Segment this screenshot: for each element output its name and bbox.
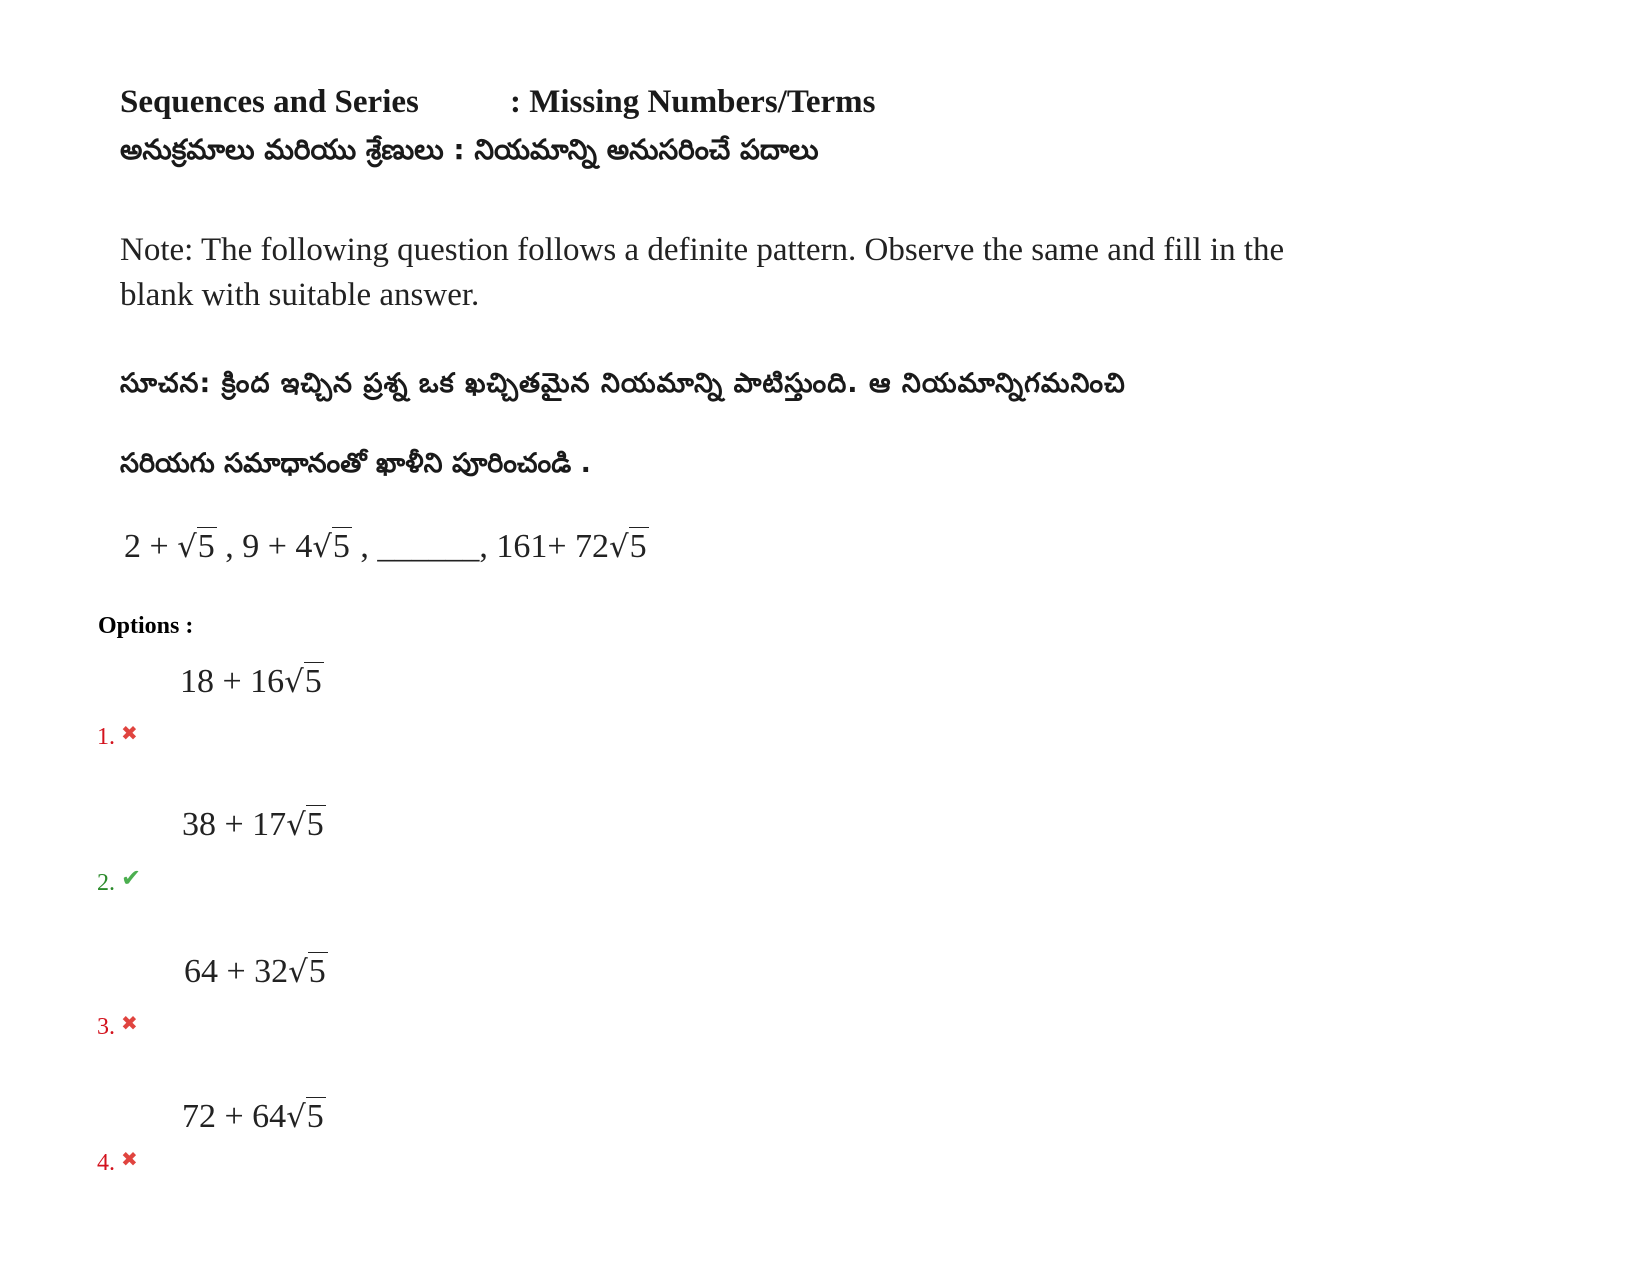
subtopic-en: : Missing Numbers/Terms [510,84,876,120]
option-3-expression: 64 + 32√5 [184,953,326,990]
radical-icon: √ [284,665,304,700]
option-2[interactable]: 2. ✔ [97,866,142,896]
term-1-coefficient: 2 + [124,528,178,565]
radical-icon: √ [609,530,629,565]
sqrt-term-2: √5 [312,528,350,565]
sqrt-term-4: √5 [609,528,647,565]
radical-icon: √ [312,530,332,565]
question-sequence: 2 + √5 , 9 + 4√5 , ______, 161+ 72√5 [124,528,647,565]
sqrt-term-1: √5 [177,528,215,565]
cross-mark-icon: ✖ [121,723,138,745]
term-2-coefficient: 9 + 4 [242,528,313,565]
option-4-expression: 72 + 64√5 [182,1098,324,1135]
option-2-expression: 38 + 17√5 [182,806,324,843]
cross-mark-icon: ✖ [121,1149,138,1171]
radical-icon: √ [286,808,306,843]
radical-icon: √ [288,955,308,990]
option-1-expression: 18 + 16√5 [180,663,322,700]
check-mark-icon: ✔ [121,866,142,892]
note-telugu-line2: సరియగు సమాధానంతో ఖాళీని పూరించండి . [120,448,591,479]
topic-en: Sequences and Series [120,84,419,120]
blank: ______ [377,528,480,565]
note-english: Note: The following question follows a definite pattern. Observe the same and fill in the blank with suitable answer. [120,232,1285,313]
term-4-coefficient: 161+ 72 [496,528,610,565]
note-telugu-line1: సూచన: క్రింద ఇచ్చిన ప్రశ్న ఒక ఖచ్చితమైన నియమాన్ని పాటిస్తుంది. ఆ నియమాన్నిగమనించి [120,368,1126,399]
option-1[interactable]: 1. ✖ [97,723,138,750]
radical-icon: √ [286,1100,306,1135]
topic-heading-en [120,84,876,121]
option-3[interactable]: 3. ✖ [97,1013,138,1040]
options-label: Options : [98,613,194,639]
topic-heading-te: అనుక్రమాలు మరియు శ్రేణులు : నియమాన్ని అనుసరించే పదాలు [120,133,819,166]
radical-icon: √ [177,530,197,565]
cross-mark-icon: ✖ [121,1013,138,1035]
option-4[interactable]: 4. ✖ [97,1149,138,1176]
